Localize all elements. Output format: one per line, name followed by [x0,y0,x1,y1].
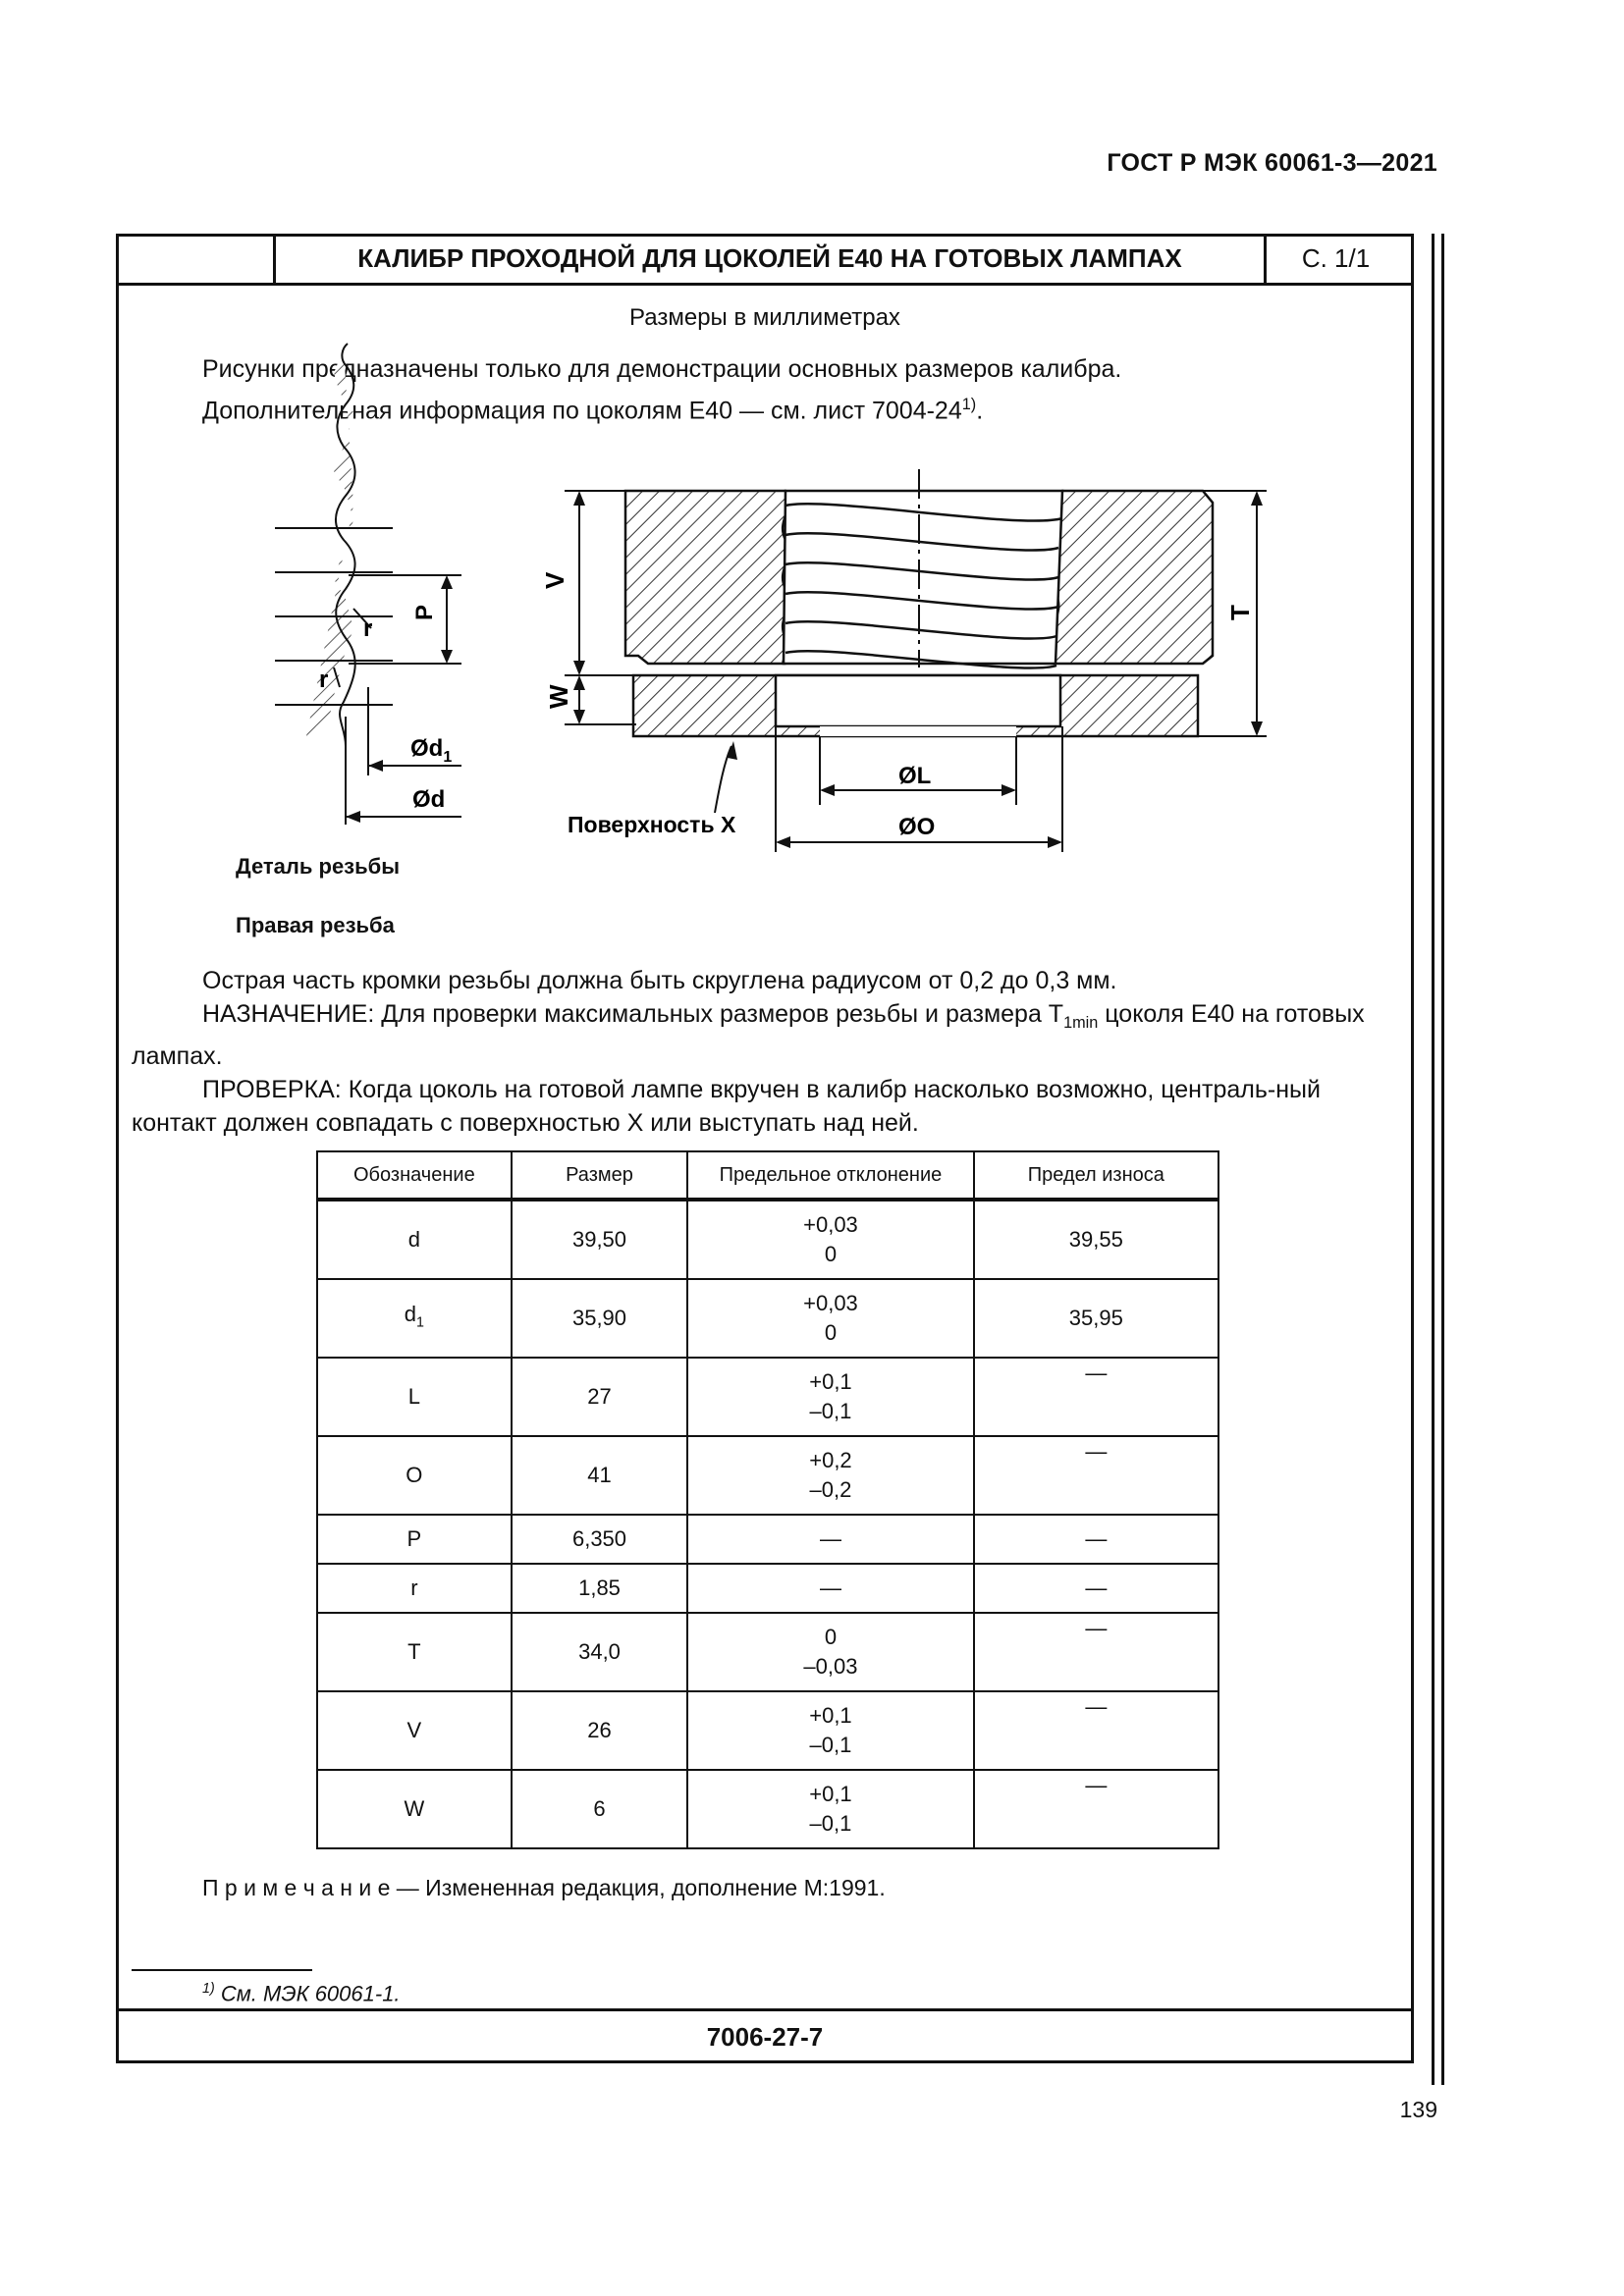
w-label: W [544,684,573,709]
cell-wear: — [974,1436,1218,1515]
cell-wear: — [974,1564,1218,1613]
cell-wear: — [974,1691,1218,1770]
units-note: Размеры в миллиметрах [629,304,900,331]
sheet-title: КАЛИБР ПРОХОДНОЙ ДЛЯ ЦОКОЛЕЙ E40 НА ГОТОВЫХ ЛАМПАХ [273,234,1267,283]
cell-size: 6,350 [512,1515,688,1564]
thread-caption: Правая резьба [236,913,395,937]
standard-designation: ГОСТ Р МЭК 60061-3—2021 [1107,149,1437,177]
o-label: ØO [898,814,936,840]
page-number: 139 [1399,2097,1437,2122]
cell-tolerance: — [687,1564,973,1613]
gauge-body [625,469,1213,736]
v-label: V [540,571,569,589]
cell-tolerance: +0,1 –0,1 [687,1691,973,1770]
intro-line-1: Рисунки предназначены только для демонстрации основных размеров калибра. [202,355,1122,383]
cell-symbol: V [317,1691,512,1770]
cell-symbol: r [317,1564,512,1613]
cell-size: 34,0 [512,1613,688,1691]
surface-x-label: Поверхность X [568,812,736,837]
cell-wear: — [974,1515,1218,1564]
cell-tolerance: +0,2 –0,2 [687,1436,973,1515]
table-row [317,1564,1218,1613]
d-label: Ød [412,786,446,813]
header-size: Размер [512,1151,688,1200]
table-row [317,1515,1218,1564]
cell-wear: 35,95 [974,1279,1218,1358]
table-header-row [317,1151,1218,1200]
cell-symbol: W [317,1770,512,1848]
p-label: P [411,604,438,620]
cell-size: 1,85 [512,1564,688,1613]
intro-line-2: Дополнительная информация по цоколям E40 — см. лист 7004-24$^{1)}$. [202,396,984,425]
cell-symbol: L [317,1358,512,1436]
r-label-2: r [319,667,329,693]
table-row [317,1613,1218,1691]
cell-wear: — [974,1358,1218,1436]
footnote-ref: 1) [961,396,977,413]
table-row [317,1279,1218,1358]
cell-symbol: $d_1$ [317,1279,512,1358]
cell-size: 35,90 [512,1279,688,1358]
purpose-note: НАЗНАЧЕНИЕ: Для проверки максимальных размеров резьбы и размера $T_{1min}$ цоколя E40 на готовых лампах. [132,1000,1365,1070]
table-row [317,1436,1218,1515]
table-row [317,1691,1218,1770]
cell-symbol: P [317,1515,512,1564]
cell-size: 39,50 [512,1200,688,1279]
table-row [317,1770,1218,1848]
detail-caption: Деталь резьбы [236,854,401,879]
l-label: ØL [898,763,932,789]
d1-label: $Ød_1$ [410,735,453,766]
header-tolerance: Предельное отклонение [687,1151,973,1200]
rounding-note: Острая часть кромки резьбы должна быть скруглена радиусом от 0,2 до 0,3 мм. [202,967,1117,994]
cell-size: 41 [512,1436,688,1515]
cell-tolerance: 0 –0,03 [687,1613,973,1691]
cell-symbol: d [317,1200,512,1279]
cell-size: 27 [512,1358,688,1436]
note: П р и м е ч а н и е — Измененная редакция, дополнение М:1991. [202,1875,886,1900]
footnote-divider [132,1969,312,1971]
t-label: T [1225,605,1255,620]
cell-wear: — [974,1613,1218,1691]
body-text [132,964,1404,1140]
header-symbol: Обозначение [317,1151,512,1200]
check-note: ПРОВЕРКА: Когда цоколь на готовой лампе вкручен в калибр насколько возможно, централь-ный контакт должен совпадать с поверхностью X или выступать над ней. [132,1076,1321,1137]
sheet-page: С. 1/1 [1301,242,1371,273]
table-row [317,1200,1218,1279]
cell-wear: 39,55 [974,1200,1218,1279]
cell-symbol: T [317,1613,512,1691]
cell-tolerance: — [687,1515,973,1564]
cell-tolerance: +0,03 0 [687,1279,973,1358]
cell-wear: — [974,1770,1218,1848]
footnote: $^{1)}$ См. МЭК 60061-1. [202,1981,401,2006]
r-label: r [363,615,373,642]
dimensions-table [316,1150,1219,1849]
cell-size: 6 [512,1770,688,1848]
cell-tolerance: +0,03 0 [687,1200,973,1279]
cell-symbol: O [317,1436,512,1515]
header-wear: Предел износа [974,1151,1218,1200]
cell-tolerance: +0,1 –0,1 [687,1358,973,1436]
table-row [317,1358,1218,1436]
sheet-code: 7006-27-7 [116,2008,1414,2063]
cell-size: 26 [512,1691,688,1770]
cell-tolerance: +0,1 –0,1 [687,1770,973,1848]
